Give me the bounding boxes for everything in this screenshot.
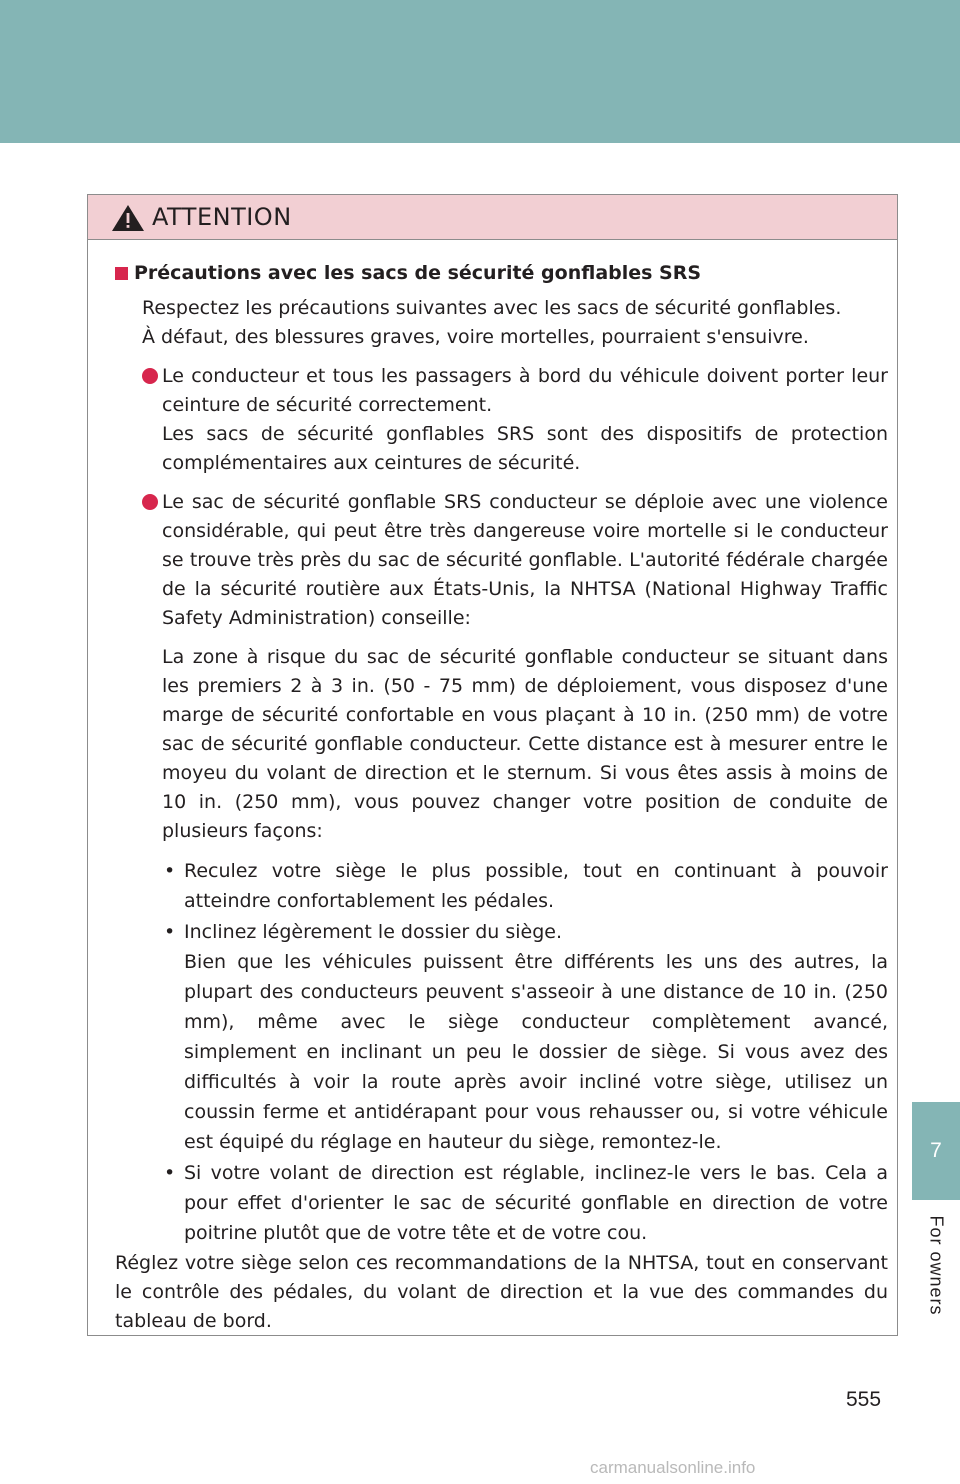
page-number: 555 bbox=[846, 1388, 882, 1411]
item1-line-1: Le conducteur et tous les passagers à bord du véhicule doivent porter leur ceinture de sécurité correctement. bbox=[162, 365, 888, 416]
chapter-label: For owners bbox=[926, 1214, 947, 1316]
sub-bullet-line-1: Inclinez légèrement le dossier du siège. bbox=[184, 921, 563, 943]
list-item-text bbox=[162, 488, 888, 633]
round-bullet-icon bbox=[142, 368, 158, 384]
warning-triangle-icon bbox=[110, 203, 146, 233]
intro bbox=[142, 294, 888, 1248]
item1-line-2: Les sacs de sécurité gonflables SRS sont des dispositifs de protection complémentaires aux ceintures de sécurité. bbox=[162, 423, 888, 474]
warning-header bbox=[88, 195, 897, 240]
sub-bullet-line-2: Bien que les véhicules puissent être différents les uns des autres, la plupart des conducteurs peuvent s'asseoir à une distance de 10 in. (250 mm), même avec le siège conducteur complètement avancé, simplement en inclinant un peu le dossier de siège. Si vous avez des difficultés à voir la route après avoir incliné votre siège, utilisez un coussin ferme et antidérapant pour vous rehausser ou, si votre véhicule est équipé du réglage en hauteur du siège, remontez-le. bbox=[184, 951, 888, 1153]
chapter-number: 7 bbox=[930, 1139, 942, 1162]
sub-bullet-item bbox=[164, 856, 888, 916]
square-bullet-icon bbox=[115, 267, 128, 280]
dot-bullet: • bbox=[164, 1162, 176, 1184]
list-item bbox=[142, 488, 888, 633]
chapter-label-container bbox=[912, 1200, 960, 1330]
sub-bullet-line-1: Si votre volant de direction est réglable, inclinez-le vers le bas. Cela a pour effet d'orienter le sac de sécurité gonflable en direction de votre poitrine plutôt que de votre tête et de votre cou. bbox=[184, 1162, 888, 1244]
round-bullet-icon bbox=[142, 494, 158, 510]
list-item-text bbox=[162, 362, 888, 478]
item2-paragraph: La zone à risque du sac de sécurité gonflable conducteur se situant dans les premiers 2 à 3 in. (50 - 75 mm) de déploiement, vous disposez d'une marge de sécurité confortable en vous plaçant à 10 in. (250 mm) de votre sac de sécurité gonflable conducteur. Cette distance est à mesurer entre le moyeu du volant de direction et le sternum. Si vous êtes assis à moins de 10 in. (250 mm), vous pouvez changer votre position de conduite de plusieurs façons: bbox=[162, 646, 888, 842]
sub-bullet-item bbox=[164, 1158, 888, 1248]
dot-bullet: • bbox=[164, 921, 176, 943]
intro-line-1: Respectez les précautions suivantes avec les sacs de sécurité gonflables. bbox=[142, 297, 842, 319]
warning-title: ATTENTION bbox=[152, 203, 292, 231]
section-heading bbox=[115, 258, 888, 288]
closing-paragraph: Réglez votre siège selon ces recommandations de la NHTSA, tout en conservant le contrôle des pédales, du volant de direction et la vue des commandes du tableau de bord. bbox=[115, 1252, 888, 1332]
warning-body bbox=[88, 240, 897, 1336]
section-title: Précautions avec les sacs de sécurité gonflables SRS bbox=[134, 262, 702, 284]
intro-line-2: À défaut, des blessures graves, voire mortelles, pourraient s'ensuivre. bbox=[142, 326, 809, 348]
sub-bullet-line-1: Reculez votre siège le plus possible, tout en continuant à pouvoir atteindre confortablement les pédales. bbox=[184, 860, 888, 912]
chapter-tab bbox=[912, 1102, 960, 1200]
dot-bullet: • bbox=[164, 860, 176, 882]
watermark: carmanualsonline.info bbox=[590, 1458, 756, 1477]
item2-text: Le sac de sécurité gonflable SRS conducteur se déploie avec une violence considérable, qui peut être très dangereuse voire mortelle si le conducteur se trouve très près du sac de sécurité gonflable. L'autorité fédérale chargée de la sécurité routière aux États-Unis, la NHTSA (National Highway Traffic Safety Administration) conseille: bbox=[162, 491, 888, 629]
sub-bullet-list bbox=[164, 856, 888, 1248]
top-color-band bbox=[0, 0, 960, 143]
list-item bbox=[142, 362, 888, 478]
sub-bullet-item bbox=[164, 917, 888, 1157]
warning-box bbox=[87, 194, 898, 1336]
